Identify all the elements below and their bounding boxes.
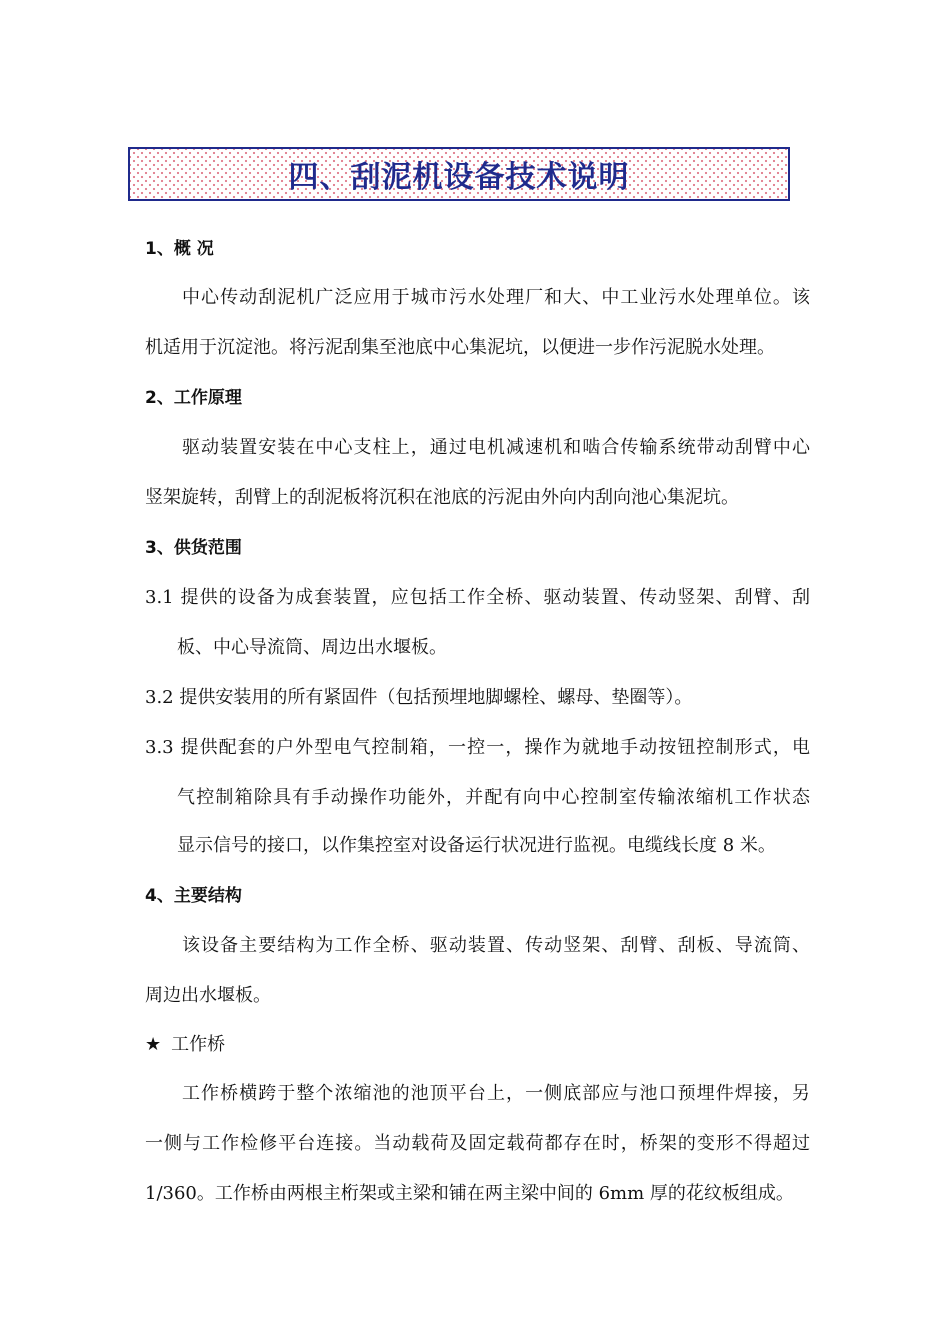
list-item-line: 气控制箱除具有手动操作功能外，并配有向中心控制室传输浓缩机工作状态 [177, 787, 810, 808]
star-icon: ★ [145, 1034, 162, 1055]
list-item-line: 3.3 提供配套的户外型电气控制箱，一控一，操作为就地手动按钮控制形式，电 [145, 737, 810, 758]
title-banner [128, 147, 790, 201]
paragraph-line: 周边出水堰板。 [145, 985, 271, 1006]
paragraph-line: 中心传动刮泥机广泛应用于城市污水处理厂和大、中工业污水处理单位。该 [182, 287, 810, 308]
section-heading-overview: 1、概 况 [145, 239, 214, 259]
paragraph-line: 工作桥横跨于整个浓缩池的池顶平台上，一侧底部应与池口预埋件焊接，另 [182, 1083, 810, 1104]
page-title: 四、刮泥机设备技术说明 [288, 160, 630, 195]
paragraph-line: 驱动装置安装在中心支柱上，通过电机减速机和啮合传输系统带动刮臂中心 [182, 437, 810, 458]
section-heading-main-structure: 4、主要结构 [145, 886, 242, 906]
list-item-line: 3.2 提供安装用的所有紧固件（包括预埋地脚螺栓、螺母、垫圈等）。 [145, 687, 693, 708]
list-item-line: 3.1 提供的设备为成套装置，应包括工作全桥、驱动装置、传动竖架、刮臂、刮 [145, 587, 810, 608]
subheading-work-bridge [145, 1033, 225, 1057]
list-item-line: 板、中心导流筒、周边出水堰板。 [177, 637, 447, 658]
list-item-line: 显示信号的接口，以作集控室对设备运行状况进行监视。电缆线长度 8 米。 [177, 835, 776, 856]
paragraph-line: 该设备主要结构为工作全桥、驱动装置、传动竖架、刮臂、刮板、导流筒、 [182, 935, 810, 956]
subheading-label: 工作桥 [171, 1034, 226, 1055]
paragraph-line: 机适用于沉淀池。将污泥刮集至池底中心集泥坑，以便进一步作污泥脱水处理。 [145, 337, 775, 358]
section-heading-principle: 2、工作原理 [145, 388, 242, 408]
paragraph-line: 1/360。工作桥由两根主桁架或主梁和铺在两主梁中间的 6mm 厚的花纹板组成。 [145, 1183, 794, 1204]
section-heading-supply-scope: 3、供货范围 [145, 538, 242, 558]
paragraph-line: 一侧与工作检修平台连接。当动载荷及固定载荷都存在时，桥架的变形不得超过 [145, 1133, 810, 1154]
paragraph-line: 竖架旋转，刮臂上的刮泥板将沉积在池底的污泥由外向内刮向池心集泥坑。 [145, 487, 739, 508]
